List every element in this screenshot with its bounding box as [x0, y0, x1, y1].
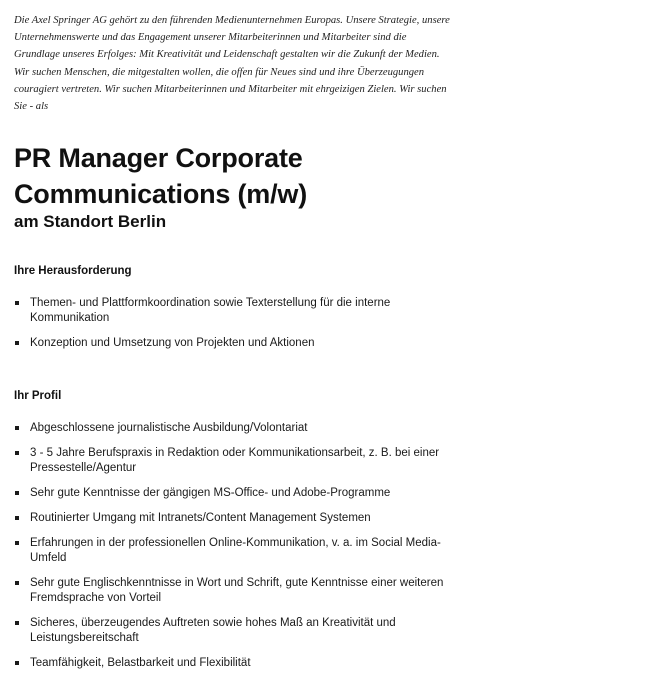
list-item-text: Sicheres, überzeugendes Auftreten sowie hohes Maß an Kreativität und Leistungsbereitschaft: [30, 617, 396, 645]
profile-list: [14, 421, 454, 671]
bullet-icon: [15, 661, 19, 665]
list-item-text: Konzeption und Umsetzung von Projekten und Aktionen: [30, 337, 315, 350]
bullet-icon: [15, 516, 19, 520]
list-item: [14, 336, 454, 351]
challenge-heading: Ihre Herausforderung: [14, 265, 132, 278]
bullet-icon: [15, 491, 19, 495]
profile-heading: Ihr Profil: [14, 390, 62, 403]
bullet-icon: [15, 581, 19, 585]
job-title: PR Manager Corporate Communications (m/w): [14, 143, 308, 210]
list-item-text: Themen- und Plattformkoordination sowie Texterstellung für die interne Kommunikation: [30, 297, 391, 325]
bullet-icon: [15, 301, 19, 305]
list-item: [14, 616, 454, 646]
list-item: [14, 446, 454, 476]
list-item-text: 3 - 5 Jahre Berufspraxis in Redaktion oder Kommunikationsarbeit, z. B. bei einer Pressestelle/Agentur: [30, 447, 440, 475]
bullet-icon: [15, 426, 19, 430]
list-item: [14, 536, 454, 566]
list-item: [14, 296, 454, 326]
list-item: [14, 486, 454, 501]
challenge-list: [14, 296, 454, 351]
list-item-text: Abgeschlossene journalistische Ausbildung/Volontariat: [30, 422, 308, 435]
list-item-text: Sehr gute Englischkenntnisse in Wort und Schrift, gute Kenntnisse einer weiteren Fremdsprache von Vorteil: [30, 577, 444, 605]
bullet-icon: [15, 341, 19, 345]
list-item-text: Teamfähigkeit, Belastbarkeit und Flexibilität: [30, 657, 251, 670]
list-item-text: Routinierter Umgang mit Intranets/Content Management Systemen: [30, 512, 371, 525]
list-item: [14, 421, 454, 436]
list-item-text: Erfahrungen in der professionellen Online-Kommunikation, v. a. im Social Media-Umfeld: [30, 537, 441, 565]
job-location: am Standort Berlin: [14, 212, 167, 232]
list-item: [14, 511, 454, 526]
job-posting: [14, 12, 454, 681]
list-item: [14, 656, 454, 671]
bullet-icon: [15, 451, 19, 455]
intro-text: Die Axel Springer AG gehört zu den führenden Medienunternehmen Europas. Unsere Strategie, unsere Unternehmenswerte und das Engagement unserer Mitarbeiterinnen und Mitarbeiter sind die Grundlage unseres Erfolges: Mit Kreativität und Leidenschaft gestalten wir die Zukunft der Medien. Wir suchen Menschen, die mitgestalten wollen, die offen für Neues sind und ihre Überzeugungen couragiert vertreten. Wir suchen Mitarbeiterinnen und Mitarbeiter mit ehrgeizigen Zielen. Wir suchen Sie - als: [14, 15, 450, 113]
list-item-text: Sehr gute Kenntnisse der gängigen MS-Office- und Adobe-Programme: [30, 487, 391, 500]
bullet-icon: [15, 621, 19, 625]
bullet-icon: [15, 541, 19, 545]
list-item: [14, 576, 454, 606]
